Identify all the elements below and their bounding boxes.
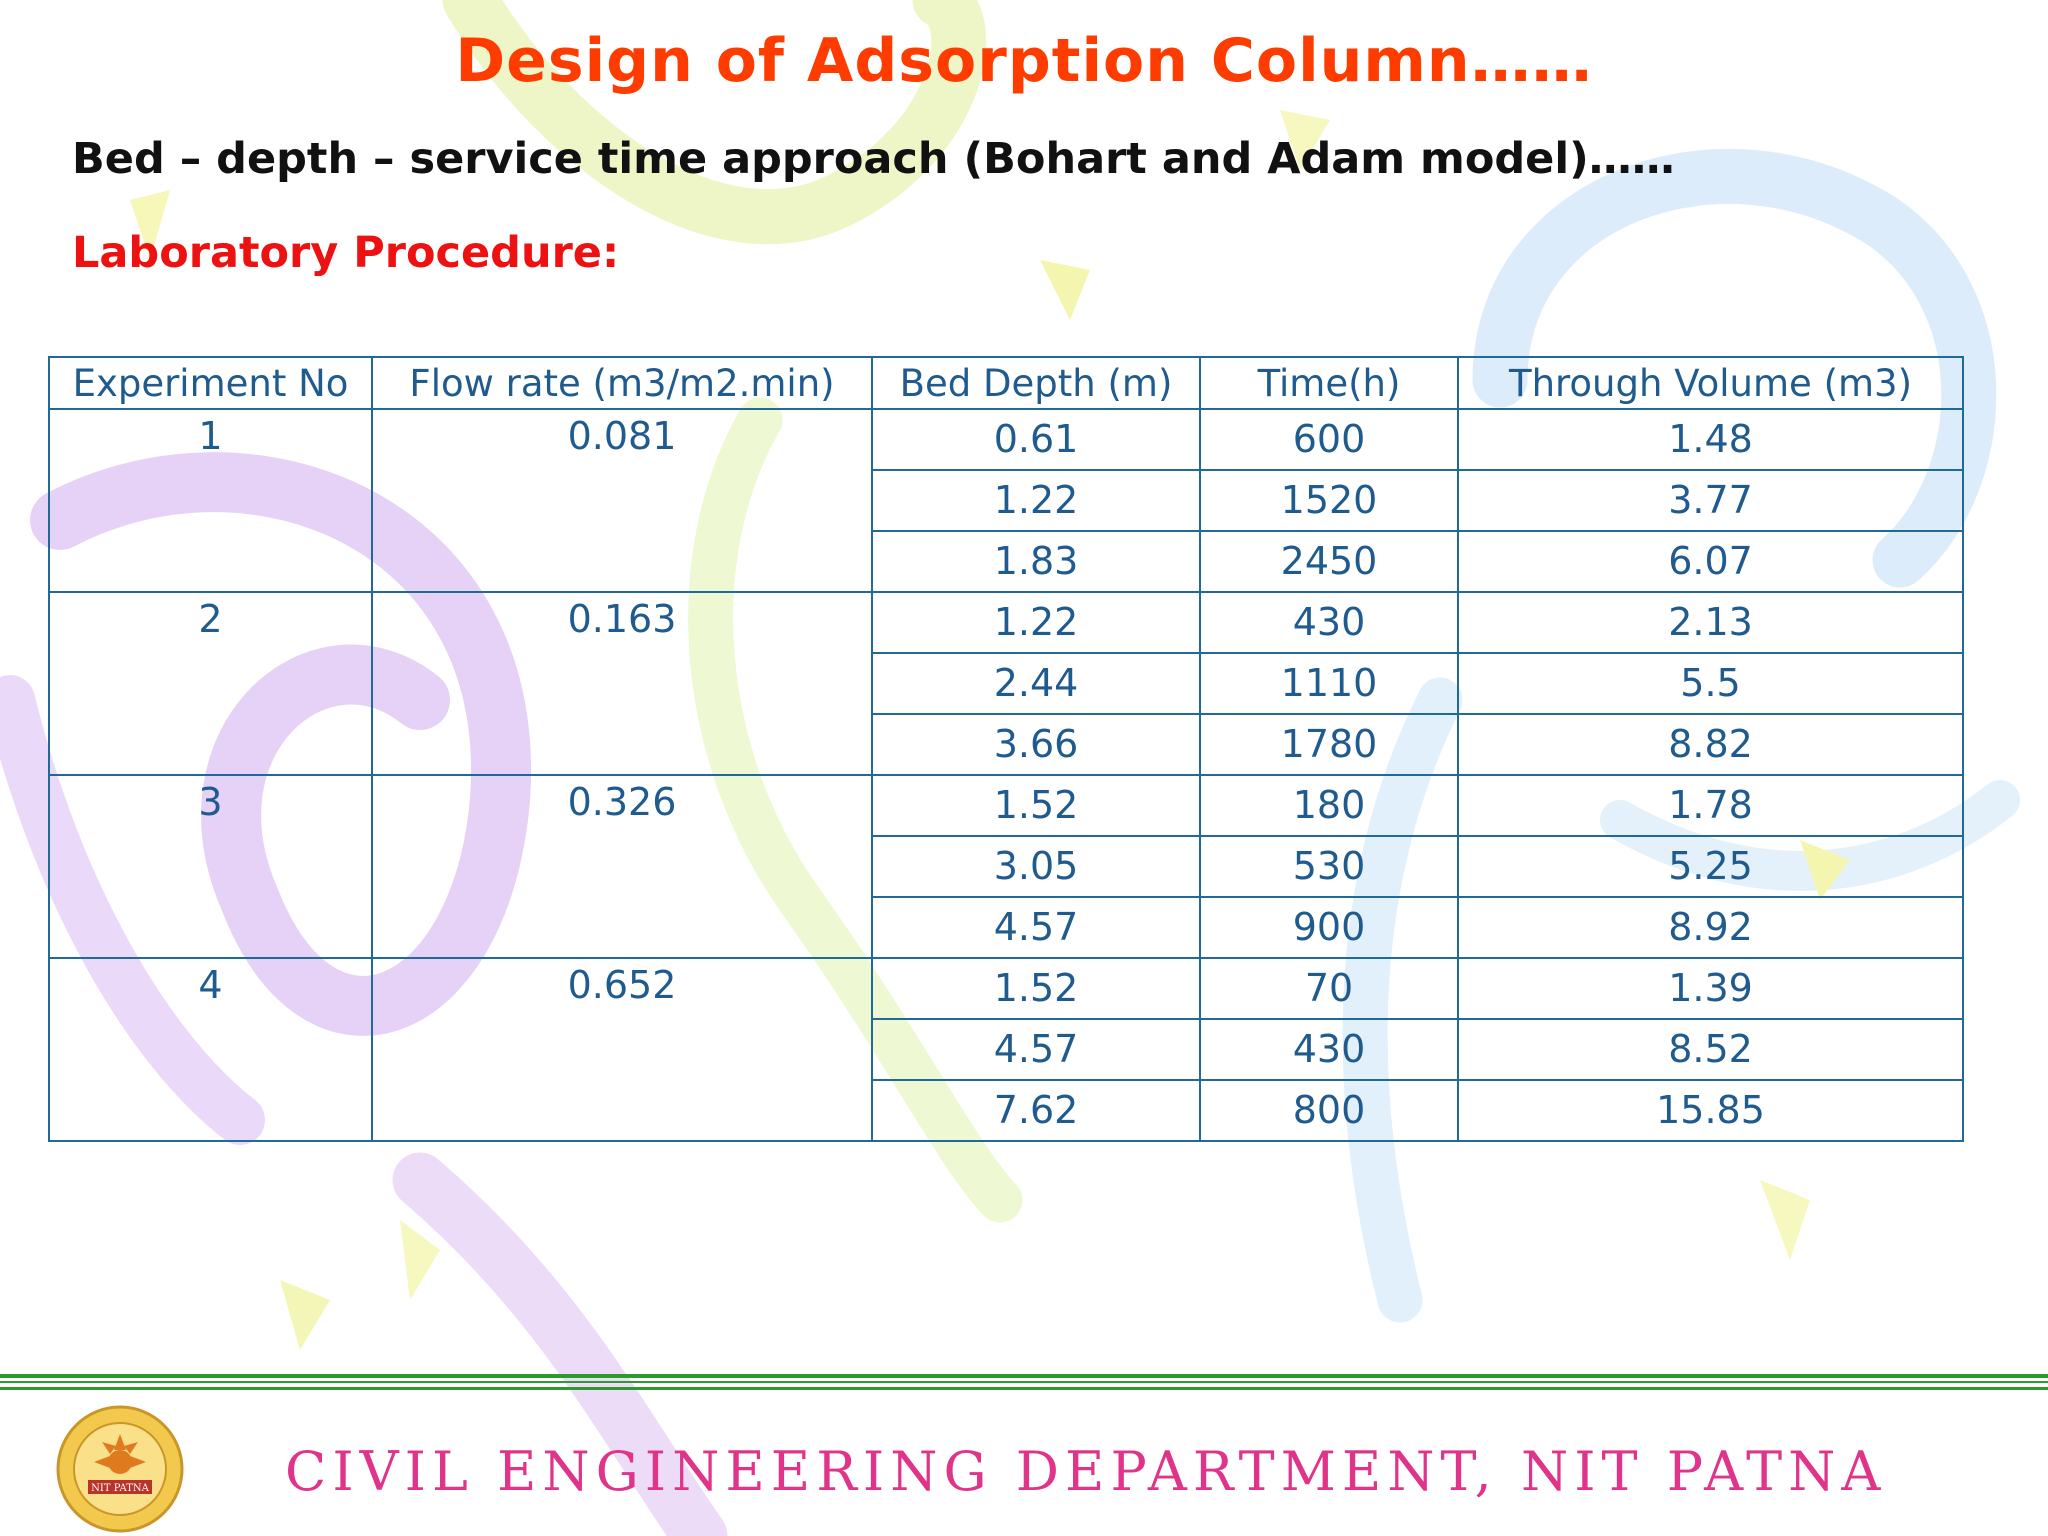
through-volume-cell: 1.39 xyxy=(1458,958,1963,1019)
header-flow-rate: Flow rate (m3/m2.min) xyxy=(372,357,872,409)
time-cell: 180 xyxy=(1200,775,1458,836)
time-cell: 800 xyxy=(1200,1080,1458,1141)
time-cell: 1110 xyxy=(1200,653,1458,714)
time-cell: 1520 xyxy=(1200,470,1458,531)
bed-depth-cell: 1.83 xyxy=(872,531,1200,592)
institute-logo xyxy=(50,1404,190,1534)
bed-depth-cell: 4.57 xyxy=(872,1019,1200,1080)
table-row xyxy=(49,775,1963,836)
flow-rate-cell: 0.081 xyxy=(372,409,872,592)
bed-depth-cell: 7.62 xyxy=(872,1080,1200,1141)
through-volume-cell: 1.78 xyxy=(1458,775,1963,836)
experiment-number-cell: 1 xyxy=(49,409,372,592)
footer-divider xyxy=(0,1387,2048,1390)
footer-divider xyxy=(0,1374,2048,1378)
time-cell: 600 xyxy=(1200,409,1458,470)
time-cell: 430 xyxy=(1200,1019,1458,1080)
time-cell: 70 xyxy=(1200,958,1458,1019)
flow-rate-cell: 0.652 xyxy=(372,958,872,1141)
table-row xyxy=(49,592,1963,653)
time-cell: 2450 xyxy=(1200,531,1458,592)
experiment-number-cell: 4 xyxy=(49,958,372,1141)
header-time: Time(h) xyxy=(1200,357,1458,409)
flow-rate-cell: 0.163 xyxy=(372,592,872,775)
table-row xyxy=(49,958,1963,1019)
bed-depth-cell: 1.52 xyxy=(872,775,1200,836)
through-volume-cell: 6.07 xyxy=(1458,531,1963,592)
header-experiment-no: Experiment No xyxy=(49,357,372,409)
through-volume-cell: 5.5 xyxy=(1458,653,1963,714)
bed-depth-cell: 4.57 xyxy=(872,897,1200,958)
through-volume-cell: 5.25 xyxy=(1458,836,1963,897)
through-volume-cell: 2.13 xyxy=(1458,592,1963,653)
header-bed-depth: Bed Depth (m) xyxy=(872,357,1200,409)
slide-subtitle: Bed – depth – service time approach (Bohart and Adam model)…… xyxy=(72,134,1675,184)
bed-depth-cell: 3.05 xyxy=(872,836,1200,897)
header-through-volume: Through Volume (m3) xyxy=(1458,357,1963,409)
bed-depth-cell: 3.66 xyxy=(872,714,1200,775)
time-cell: 1780 xyxy=(1200,714,1458,775)
time-cell: 900 xyxy=(1200,897,1458,958)
bed-depth-cell: 0.61 xyxy=(872,409,1200,470)
data-table xyxy=(48,356,1964,1142)
bed-depth-cell: 2.44 xyxy=(872,653,1200,714)
table-row xyxy=(49,409,1963,470)
time-cell: 530 xyxy=(1200,836,1458,897)
time-cell: 430 xyxy=(1200,592,1458,653)
bed-depth-cell: 1.52 xyxy=(872,958,1200,1019)
bed-depth-cell: 1.22 xyxy=(872,470,1200,531)
through-volume-cell: 8.92 xyxy=(1458,897,1963,958)
through-volume-cell: 8.52 xyxy=(1458,1019,1963,1080)
flow-rate-cell: 0.326 xyxy=(372,775,872,958)
experiment-number-cell: 2 xyxy=(49,592,372,775)
through-volume-cell: 3.77 xyxy=(1458,470,1963,531)
through-volume-cell: 15.85 xyxy=(1458,1080,1963,1141)
svg-text:NIT PATNA: NIT PATNA xyxy=(91,1483,149,1494)
footer-divider xyxy=(0,1381,2048,1383)
experiment-number-cell: 3 xyxy=(49,775,372,958)
through-volume-cell: 8.82 xyxy=(1458,714,1963,775)
through-volume-cell: 1.48 xyxy=(1458,409,1963,470)
bed-depth-cell: 1.22 xyxy=(872,592,1200,653)
department-name: CIVIL ENGINEERING DEPARTMENT, NIT PATNA xyxy=(285,1440,1887,1503)
section-label: Laboratory Procedure: xyxy=(72,228,620,278)
slide-title: Design of Adsorption Column…… xyxy=(455,26,1593,96)
table-header-row xyxy=(49,357,1963,409)
